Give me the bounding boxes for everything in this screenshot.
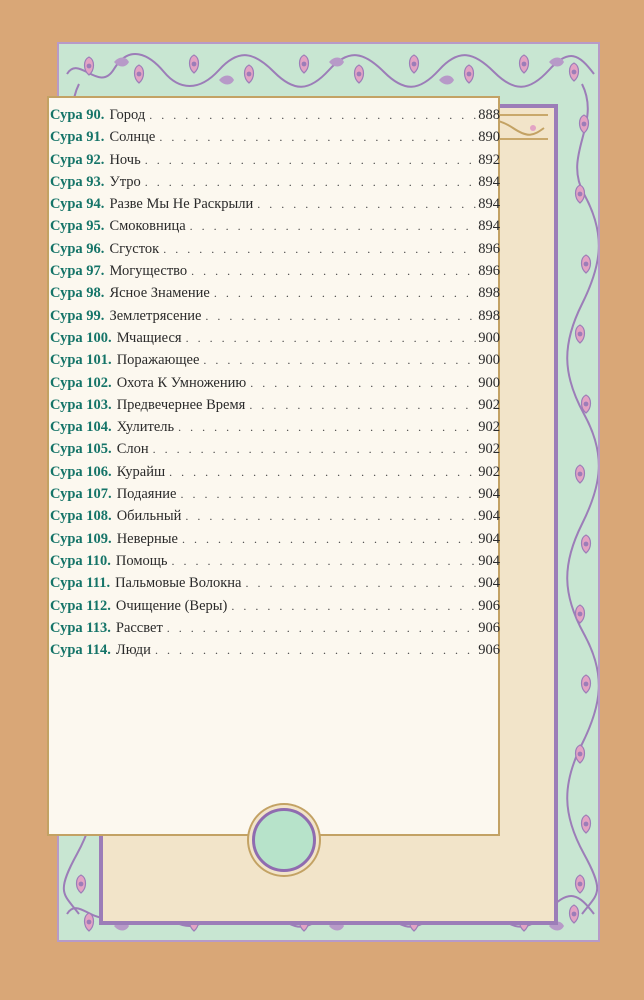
sura-title: Слон xyxy=(116,441,149,458)
sura-number: Сура 99. xyxy=(50,307,105,324)
sura-number: Сура 93. xyxy=(50,173,105,190)
sura-number: Сура 106. xyxy=(50,463,112,480)
dot-leader xyxy=(214,282,476,304)
sura-number: Сура 90. xyxy=(50,107,105,123)
toc-entry xyxy=(50,550,500,572)
toc-entry xyxy=(50,327,500,349)
dot-leader xyxy=(182,528,476,550)
sura-title: Охота К Умножению xyxy=(116,374,247,391)
sura-number: Сура 109. xyxy=(50,530,112,547)
page-number: 906 xyxy=(478,597,500,614)
sura-title: Помощь xyxy=(115,552,168,569)
sura-title: Курайш xyxy=(116,463,166,480)
toc-entry xyxy=(50,349,500,371)
sura-number: Сура 108. xyxy=(50,508,112,525)
sura-title: Рассвет xyxy=(115,619,163,636)
page-number: 900 xyxy=(478,374,500,391)
page-number: 890 xyxy=(478,129,500,146)
sura-title: Неверные xyxy=(116,530,178,547)
dot-leader xyxy=(186,327,477,349)
sura-number: Сура 107. xyxy=(50,486,112,503)
sura-number: Сура 94. xyxy=(50,196,105,213)
dot-leader xyxy=(155,639,476,661)
sura-number: Сура 114. xyxy=(50,642,111,659)
page-number: 904 xyxy=(478,486,500,503)
sura-title: Сгусток xyxy=(109,240,160,257)
toc-entry xyxy=(50,305,500,327)
toc-entry xyxy=(50,171,500,193)
page-number: 896 xyxy=(478,240,500,257)
toc-entry xyxy=(50,483,500,505)
sura-number: Сура 101. xyxy=(50,352,112,369)
sura-number: Сура 105. xyxy=(50,441,112,458)
dot-leader xyxy=(250,372,476,394)
dot-leader xyxy=(145,149,477,171)
dot-leader xyxy=(257,193,476,215)
toc-entry xyxy=(50,104,500,126)
toc-entry xyxy=(50,394,500,416)
page-number: 906 xyxy=(478,642,500,659)
dot-leader xyxy=(231,595,476,617)
page-number: 900 xyxy=(478,329,500,346)
sura-number: Сура 111. xyxy=(50,575,111,592)
sura-title: Солнце xyxy=(109,129,156,146)
sura-number: Сура 95. xyxy=(50,218,105,235)
toc-entry xyxy=(50,528,500,550)
sura-number: Сура 91. xyxy=(50,129,105,146)
sura-number: Сура 113. xyxy=(50,619,111,636)
toc-entry xyxy=(50,260,500,282)
sura-title: Смоковница xyxy=(109,218,186,235)
toc-entry xyxy=(50,126,500,148)
page-number: 904 xyxy=(478,530,500,547)
sura-number: Сура 96. xyxy=(50,240,105,257)
toc-entry xyxy=(50,215,500,237)
medallion-ornament xyxy=(252,808,316,872)
table-of-contents xyxy=(50,104,500,661)
page-number: 898 xyxy=(478,285,500,302)
sura-number: Сура 92. xyxy=(50,151,105,168)
dot-leader xyxy=(149,104,476,126)
sura-title: Мчащиеся xyxy=(116,329,182,346)
toc-entry xyxy=(50,438,500,460)
page-number: 898 xyxy=(478,307,500,324)
page-number: 904 xyxy=(478,575,500,592)
toc-entry xyxy=(50,461,500,483)
page-number: 904 xyxy=(478,508,500,525)
toc-entry xyxy=(50,238,500,260)
dot-leader xyxy=(153,438,477,460)
dot-leader xyxy=(159,126,476,148)
sura-number: Сура 103. xyxy=(50,396,112,413)
toc-entry xyxy=(50,617,500,639)
sura-title: Могущество xyxy=(109,263,188,280)
page-number: 902 xyxy=(478,419,500,436)
dot-leader xyxy=(185,505,476,527)
toc-entry xyxy=(50,505,500,527)
sura-number: Сура 102. xyxy=(50,374,112,391)
sura-number: Сура 110. xyxy=(50,552,111,569)
sura-number: Сура 98. xyxy=(50,285,105,302)
page-number: 896 xyxy=(478,263,500,280)
dot-leader xyxy=(203,349,476,371)
sura-title: Очищение (Веры) xyxy=(115,597,228,614)
sura-title: Обильный xyxy=(116,508,182,525)
sura-title: Ночь xyxy=(109,151,141,168)
dot-leader xyxy=(178,416,476,438)
sura-title: Люди xyxy=(115,642,151,659)
toc-entry xyxy=(50,595,500,617)
page-number: 906 xyxy=(478,619,500,636)
sura-title: Поражающее xyxy=(116,352,200,369)
dot-leader xyxy=(180,483,476,505)
page-number: 888 xyxy=(478,107,500,123)
sura-title: Пальмовые Волокна xyxy=(115,575,242,592)
sura-title: Разве Мы Не Раскрыли xyxy=(109,196,254,213)
sura-title: Подаяние xyxy=(116,486,177,503)
page-number: 894 xyxy=(478,173,500,190)
toc-entry xyxy=(50,639,500,661)
toc-entry xyxy=(50,193,500,215)
toc-entry xyxy=(50,282,500,304)
sura-title: Хулитель xyxy=(116,419,175,436)
dot-leader xyxy=(172,550,477,572)
page-number: 902 xyxy=(478,463,500,480)
toc-entry xyxy=(50,372,500,394)
dot-leader xyxy=(249,394,476,416)
toc-entry xyxy=(50,149,500,171)
dot-leader xyxy=(163,238,476,260)
toc-entry xyxy=(50,572,500,594)
sura-title: Предвечернее Время xyxy=(116,396,246,413)
sura-number: Сура 112. xyxy=(50,597,111,614)
page-number: 902 xyxy=(478,441,500,458)
dot-leader xyxy=(145,171,477,193)
sura-title: Утро xyxy=(109,173,141,190)
sura-title: Ясное Знамение xyxy=(109,285,210,302)
page-number: 902 xyxy=(478,396,500,413)
dot-leader xyxy=(205,305,476,327)
dot-leader xyxy=(190,215,477,237)
sura-number: Сура 100. xyxy=(50,329,112,346)
dot-leader xyxy=(246,572,477,594)
page-number: 904 xyxy=(478,552,500,569)
sura-title: Город xyxy=(109,107,146,123)
sura-number: Сура 104. xyxy=(50,419,112,436)
page-number: 894 xyxy=(478,218,500,235)
sura-number: Сура 97. xyxy=(50,263,105,280)
page-number: 892 xyxy=(478,151,500,168)
page-number: 900 xyxy=(478,352,500,369)
dot-leader xyxy=(169,461,476,483)
dot-leader xyxy=(191,260,476,282)
toc-entry xyxy=(50,416,500,438)
sura-title: Землетрясение xyxy=(109,307,202,324)
page-number: 894 xyxy=(478,196,500,213)
dot-leader xyxy=(167,617,476,639)
